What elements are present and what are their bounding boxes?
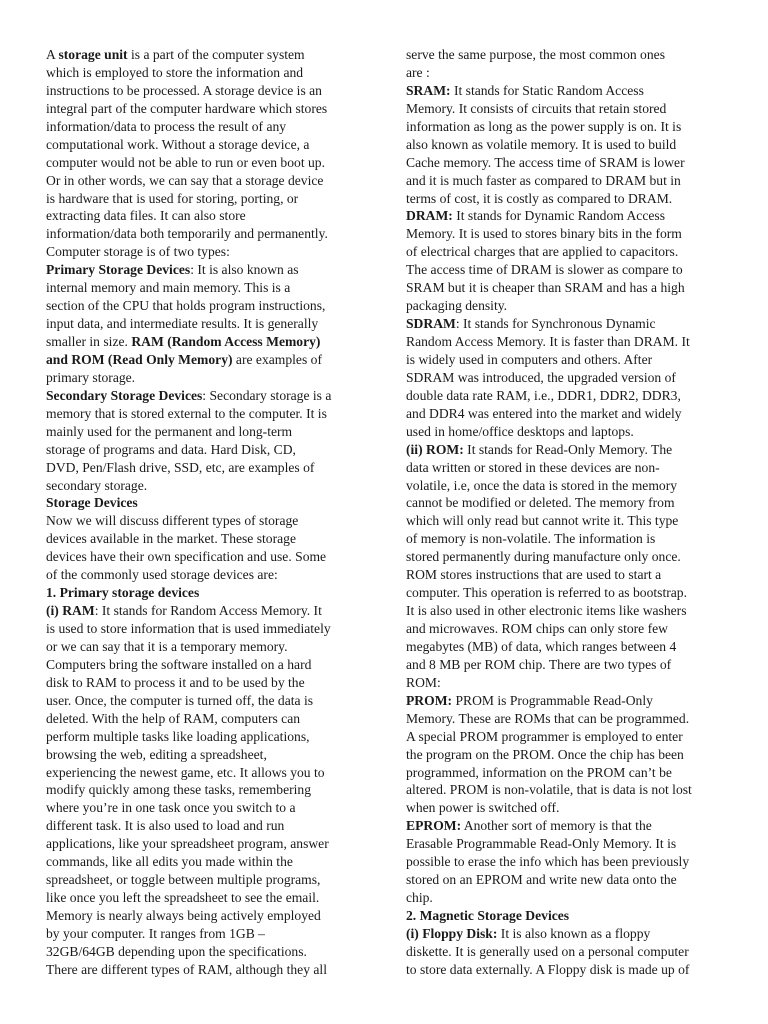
text-line — [46, 781, 368, 799]
text-line — [406, 118, 722, 136]
text-line — [406, 441, 722, 459]
text-line — [46, 620, 368, 638]
text-line — [406, 494, 722, 512]
text-run: Memory. These are ROMs that can be programmed. — [406, 710, 690, 726]
text-run: ROM stores instructions that are used to start a — [406, 567, 662, 583]
text-line — [406, 961, 722, 979]
text-line — [46, 423, 368, 441]
text-line — [46, 172, 368, 190]
text-line — [46, 602, 368, 620]
text-run: megabytes (MB) of data, which ranges between 4 — [406, 638, 677, 654]
text-line — [46, 405, 368, 423]
text-run: programmed, information on the PROM can’t be — [406, 764, 672, 780]
text-line — [406, 925, 722, 943]
text-run: input data, and intermediate results. It is generally — [46, 316, 319, 332]
text-run: Erasable Programmable Read-Only Memory. It is — [406, 836, 677, 852]
text-run: DVD, Pen/Flash drive, SSD, etc, are examples of — [46, 459, 315, 475]
text-line — [406, 207, 722, 225]
text-line — [46, 297, 368, 315]
text-run: commands, like all edits you made within the — [46, 854, 293, 870]
text-line — [46, 817, 368, 835]
text-run: Memory. It is used to stores binary bits in the form — [406, 226, 682, 242]
text-line — [406, 548, 722, 566]
text-line — [406, 853, 722, 871]
text-line — [46, 584, 368, 602]
text-line — [46, 136, 368, 154]
text-line — [406, 154, 722, 172]
text-run: internal memory and main memory. This is a — [46, 280, 291, 296]
text-line — [46, 190, 368, 208]
text-run: It stands for Static Random Access — [450, 82, 644, 98]
text-run: which will only read but cannot write it. This type — [406, 513, 679, 529]
text-line — [406, 46, 722, 64]
text-run: of memory is non-volatile. The information is — [406, 531, 656, 547]
text-line — [406, 746, 722, 764]
text-run: possible to erase the info which has been previously — [406, 854, 690, 870]
text-line — [406, 100, 722, 118]
text-line — [406, 136, 722, 154]
text-line — [46, 566, 368, 584]
text-run: browsing the web, editing a spreadsheet, — [46, 746, 267, 762]
text-run: perform multiple tasks like loading applications, — [46, 728, 310, 744]
text-run: Now we will discuss different types of storage — [46, 513, 299, 529]
text-line — [406, 82, 722, 100]
text-line — [46, 333, 368, 351]
text-run: packaging density. — [406, 298, 508, 314]
bold-text-run: (ii) ROM: — [406, 441, 464, 457]
text-run: and microwaves. ROM chips can only store few — [406, 621, 668, 636]
text-line — [46, 46, 368, 64]
text-line — [406, 907, 722, 925]
text-run: computer would not be able to run or even boot up. — [46, 154, 325, 170]
text-run: deleted. With the help of RAM, computers can — [46, 710, 301, 726]
text-run: devices have their own specification and use. Some — [46, 549, 327, 565]
text-run: stored permanently during manufacture only once. — [406, 549, 681, 565]
bold-text-run: Storage Devices — [46, 495, 138, 511]
text-line — [406, 512, 722, 530]
text-line — [406, 638, 722, 656]
bold-text-run: SRAM: — [406, 82, 451, 98]
text-run: There are different types of RAM, although they all — [46, 961, 327, 977]
text-line — [406, 172, 722, 190]
text-line — [406, 387, 722, 405]
text-run: used in home/office desktops and laptops. — [406, 423, 634, 439]
text-run: and 8 MB per ROM chip. There are two types of — [406, 656, 672, 672]
text-line — [46, 530, 368, 548]
text-line — [46, 853, 368, 871]
text-line — [406, 674, 722, 692]
left-text-column — [46, 46, 368, 979]
text-line — [46, 315, 368, 333]
bold-text-run: EPROM: — [406, 818, 462, 834]
text-run: is a part of the computer system — [127, 47, 305, 62]
text-run: Cache memory. The access time of SRAM is lower — [406, 154, 685, 170]
text-run: information as long as the power supply is on. It is — [406, 118, 682, 134]
text-run: cannot be modified or deleted. The memory from — [406, 495, 675, 511]
text-line — [46, 387, 368, 405]
text-line — [406, 566, 722, 584]
text-run: memory that is stored external to the computer. It is — [46, 405, 327, 421]
text-line — [46, 656, 368, 674]
text-line — [406, 333, 722, 351]
text-line — [46, 961, 368, 979]
text-line — [406, 835, 722, 853]
text-run: are : — [406, 64, 430, 80]
text-line — [46, 764, 368, 782]
text-run: It stands for Dynamic Random Access — [452, 208, 665, 224]
text-line — [46, 548, 368, 566]
text-line — [46, 674, 368, 692]
text-run: computational work. Without a storage device, a — [46, 136, 310, 152]
text-run: Memory. It consists of circuits that retain stored — [406, 100, 667, 116]
text-line — [406, 656, 722, 674]
text-run: applications, like your spreadsheet program, answer — [46, 836, 329, 852]
text-line — [46, 494, 368, 512]
text-run: information/data to process the result of any — [46, 118, 287, 134]
text-run: to store data externally. A Floppy disk is made up of — [406, 961, 690, 977]
bold-text-run: and ROM (Read Only Memory) — [46, 351, 233, 367]
text-run: experiencing the newest game, etc. It allows you to — [46, 764, 325, 780]
text-run: SRAM but it is cheaper than SRAM and has a high — [406, 280, 685, 296]
text-line — [406, 817, 722, 835]
text-line — [46, 512, 368, 530]
text-line — [406, 692, 722, 710]
text-run: of the commonly used storage devices are: — [46, 567, 278, 583]
text-line — [46, 64, 368, 82]
text-run: extracting data files. It can also store — [46, 208, 246, 224]
text-line — [406, 584, 722, 602]
text-line — [46, 100, 368, 118]
text-run: of electrical charges that are applied to capacitors. — [406, 244, 679, 260]
text-run: and it is much faster as compared to DRAM but in — [406, 172, 681, 188]
text-line — [406, 799, 722, 817]
text-run: Memory is nearly always being actively employed — [46, 908, 321, 923]
text-run: also known as volatile memory. It is used to build — [406, 136, 677, 152]
text-run: Another sort of memory is that the — [461, 818, 652, 834]
text-run: chip. — [406, 890, 433, 906]
text-line — [46, 638, 368, 656]
text-run: ROM: — [406, 674, 441, 690]
text-run: The access time of DRAM is slower as compare to — [406, 262, 683, 278]
text-run: disk to RAM to process it and to be used by the — [46, 674, 305, 690]
text-run: secondary storage. — [46, 477, 148, 493]
text-run: or we can say that it is a temporary memory. — [46, 638, 288, 654]
text-run: section of the CPU that holds program instructions, — [46, 298, 326, 314]
text-line — [406, 477, 722, 495]
bold-text-run: (i) Floppy Disk: — [406, 925, 498, 941]
text-run: terms of cost, it is costly as compared to DRAM. — [406, 190, 673, 206]
text-line — [406, 530, 722, 548]
bold-text-run: Primary Storage Devices — [46, 262, 191, 278]
text-run: devices available in the market. These storage — [46, 531, 296, 547]
text-run: user. Once, the computer is turned off, the data is — [46, 692, 314, 708]
text-line — [406, 225, 722, 243]
text-line — [406, 369, 722, 387]
text-line — [406, 710, 722, 728]
text-run: is hardware that is used for storing, porting, or — [46, 190, 299, 206]
text-run: the program on the PROM. Once the chip has been — [406, 746, 684, 762]
text-line — [46, 154, 368, 172]
text-run: serve the same purpose, the most common ones — [406, 47, 665, 62]
text-line — [406, 871, 722, 889]
text-line — [46, 889, 368, 907]
text-run: by your computer. It ranges from 1GB – — [46, 925, 265, 941]
text-run: where you’re in one task once you switch to a — [46, 800, 296, 816]
text-line — [46, 243, 368, 261]
text-line — [406, 423, 722, 441]
text-run: spreadsheet, or toggle between multiple programs, — [46, 872, 321, 888]
text-line — [46, 943, 368, 961]
bold-text-run: DRAM: — [406, 208, 453, 224]
bold-text-run: 2. Magnetic Storage Devices — [406, 908, 570, 923]
text-line — [406, 889, 722, 907]
text-run: like once you left the spreadsheet to see the email. — [46, 890, 320, 906]
text-line — [46, 907, 368, 925]
text-run: : Secondary storage is a — [202, 387, 332, 403]
text-line — [46, 799, 368, 817]
text-run: and DDR4 was entered into the market and widely — [406, 405, 682, 421]
text-line — [46, 261, 368, 279]
text-line — [46, 692, 368, 710]
text-run: volatile, i.e, once the data is stored in the memory — [406, 477, 678, 493]
text-run: : It is also known as — [190, 262, 299, 278]
text-run: : It stands for Synchronous Dynamic — [455, 316, 656, 332]
text-line — [46, 477, 368, 495]
bold-text-run: 1. Primary storage devices — [46, 585, 200, 601]
text-run: data written or stored in these devices are non- — [406, 459, 660, 475]
text-line — [46, 871, 368, 889]
text-run: : It stands for Random Access Memory. It — [94, 603, 322, 619]
text-run: Computer storage is of two types: — [46, 244, 230, 260]
text-line — [406, 190, 722, 208]
text-line — [46, 118, 368, 136]
text-line — [406, 943, 722, 961]
text-line — [46, 459, 368, 477]
text-line — [406, 728, 722, 746]
text-run: computer. This operation is referred to as bootstrap. — [406, 585, 687, 601]
bold-text-run: SDRAM — [406, 316, 456, 332]
text-line — [406, 261, 722, 279]
bold-text-run: PROM: — [406, 692, 453, 708]
text-run: It stands for Read-Only Memory. The — [463, 441, 673, 457]
text-run: Random Access Memory. It is faster than DRAM. It — [406, 334, 690, 349]
bold-text-run: Secondary Storage Devices — [46, 387, 203, 403]
text-line — [406, 405, 722, 423]
text-line — [406, 602, 722, 620]
text-line — [406, 764, 722, 782]
text-line — [46, 225, 368, 243]
text-run: A — [46, 47, 59, 62]
text-run: Or in other words, we can say that a storage device — [46, 172, 324, 188]
text-run: instructions to be processed. A storage device is an — [46, 82, 322, 98]
text-run: It is also used in other electronic items like washers — [406, 603, 687, 619]
text-line — [46, 351, 368, 369]
text-run: altered. PROM is non-volatile, that is data is not lost — [406, 782, 692, 798]
text-line — [406, 459, 722, 477]
text-line — [46, 925, 368, 943]
text-run: different task. It is also used to load and run — [46, 818, 285, 834]
bold-text-run: storage unit — [58, 47, 128, 62]
bold-text-run: RAM (Random Access Memory) — [131, 334, 321, 349]
text-run: which is employed to store the information and — [46, 64, 304, 80]
text-line — [46, 728, 368, 746]
text-line — [46, 279, 368, 297]
text-run: information/data both temporarily and permanently. — [46, 226, 328, 242]
text-run: It is also known as a floppy — [497, 925, 651, 941]
text-run: Computers bring the software installed on a hard — [46, 656, 312, 672]
text-line — [46, 369, 368, 387]
text-run: double data rate RAM, i.e., DDR1, DDR2, DDR3, — [406, 387, 681, 403]
text-run: mainly used for the permanent and long-term — [46, 423, 293, 439]
text-run: primary storage. — [46, 369, 136, 385]
text-run: when power is switched off. — [406, 800, 560, 816]
text-line — [46, 835, 368, 853]
text-line — [406, 297, 722, 315]
text-run: is used to store information that is used immediately — [46, 621, 331, 636]
bold-text-run: (i) RAM — [46, 603, 95, 619]
text-run: A special PROM programmer is employed to enter — [406, 728, 683, 744]
text-line — [406, 781, 722, 799]
text-run: is widely used in computers and others. After — [406, 351, 653, 367]
text-run: SDRAM was introduced, the upgraded version of — [406, 369, 676, 385]
text-line — [406, 351, 722, 369]
text-run: 32GB/64GB depending upon the specifications. — [46, 943, 307, 959]
text-line — [46, 82, 368, 100]
text-run: are examples of — [232, 351, 322, 367]
text-run: storage of programs and data. Hard Disk, CD, — [46, 441, 296, 457]
text-run: modify quickly among these tasks, remembering — [46, 782, 312, 798]
right-text-column — [406, 46, 722, 979]
text-run: PROM is Programmable Read-Only — [452, 692, 653, 708]
text-line — [406, 279, 722, 297]
text-line — [46, 746, 368, 764]
text-line — [406, 243, 722, 261]
text-run: diskette. It is generally used on a personal computer — [406, 943, 689, 959]
text-line — [46, 441, 368, 459]
text-line — [46, 207, 368, 225]
text-line — [46, 710, 368, 728]
text-run: integral part of the computer hardware which stores — [46, 100, 328, 116]
text-run: smaller in size. — [46, 334, 132, 349]
text-line — [406, 620, 722, 638]
text-line — [406, 64, 722, 82]
text-run: stored on an EPROM and write new data onto the — [406, 872, 677, 888]
text-line — [406, 315, 722, 333]
